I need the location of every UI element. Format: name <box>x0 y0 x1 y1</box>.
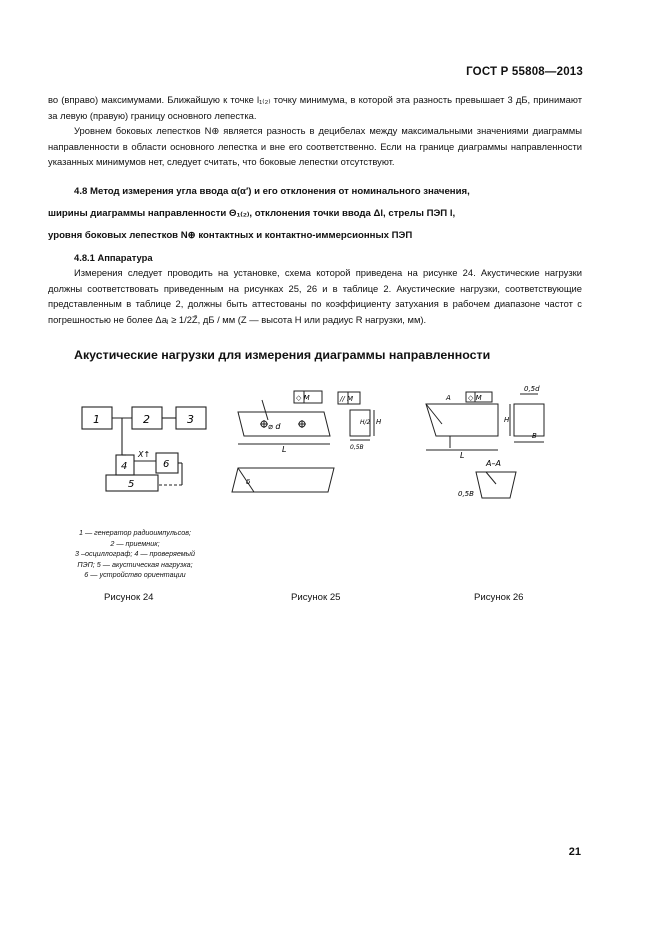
figure-24-legend <box>48 528 222 581</box>
section-label: A–A <box>486 459 501 468</box>
depth-label: δ <box>246 478 251 486</box>
height-label: H <box>376 418 382 426</box>
block-6-label: 6 <box>163 459 170 470</box>
figure-25-drawing <box>224 380 404 510</box>
section-4-8-line1: 4.8 Метод измерения угла ввода α(α′) и его отклонения от номинального значения, <box>74 186 470 197</box>
tolerance-label-1: ◇ M <box>296 394 310 402</box>
length-label: L <box>460 451 465 460</box>
block-5-label: 5 <box>128 479 135 490</box>
width-label: 0,5В <box>350 444 364 451</box>
top-label: 0,5d <box>524 385 540 393</box>
figure-26-drawing <box>420 380 570 510</box>
load-front-view <box>426 404 498 436</box>
half-height-label: H/2 <box>360 419 371 426</box>
legend-line: ПЭП; 5 — акустическая нагрузка; <box>77 559 193 569</box>
figure-25-caption: Рисунок 25 <box>291 592 341 603</box>
load-side-view <box>514 404 544 436</box>
b-label: B <box>532 432 537 440</box>
section-4-8-1-title: 4.8.1 Аппаратура <box>74 252 153 263</box>
legend-line: 1 — генератор радиоимпульсов; <box>78 528 191 537</box>
paragraph-side-lobes: Уровнем боковых лепестков N⊕ является разность в децибелах между максимальными значениями диаграммы направленности в области основного лепестка и вне его соответственно. Если на границе диаграммы направленности указанных минимумов нет, следует считать, что боковые лепестки отсутствуют. <box>48 125 582 168</box>
length-label: L <box>282 445 287 454</box>
page-number: 21 <box>568 846 581 858</box>
legend-line: 2 — приемник; <box>110 538 160 548</box>
tolerance-label: ◇ M <box>468 394 482 402</box>
section-view <box>476 472 516 498</box>
hole-label: ⌀ d <box>268 422 281 431</box>
block-arrow-label: X↑ <box>138 450 151 459</box>
load-top-view <box>238 412 330 436</box>
section-4-8-heading <box>48 181 582 247</box>
paragraph-continuation: во (вправо) максимумами. Ближайшую к точке l₁₍₂₎ точку минимума, в которой эта разность превышает 3 дБ, принимают за левую (правую) границу основного лепестка. <box>48 94 582 121</box>
section-4-8-1-text: Измерения следует проводить на установке, схема которой приведена на рисунке 24. Акустические нагрузки должны соответствовать приведенным на рисунках 25, 26 и в таблице 2. Акустические нагрузки, соответствующие представленным в таблице 2, должны быть аттестованы по коэффициенту затухания в рабочем диапазоне частот с погрешностью не более Δaⱼ ≥ 1/2Z̄, дБ / мм (Z — высота H или радиус R нагрузки, мм). <box>48 267 582 325</box>
running-header: ГОСТ Р 55808—2013 <box>466 66 583 78</box>
section-width-label: 0,5B <box>458 490 474 498</box>
figure-24-caption: Рисунок 24 <box>104 592 154 603</box>
height-label: H <box>504 416 510 424</box>
block-3-label: 3 <box>187 413 194 426</box>
legend-line: 6 — устройство ориентации <box>84 570 186 580</box>
figure-24-diagram <box>78 395 228 505</box>
block-4-label: 4 <box>121 461 128 472</box>
section-4-8-line3: уровня боковых лепестков N⊕ контактных и контактно-иммерсионных ПЭП <box>48 230 413 241</box>
tolerance-label-2: // M <box>340 395 353 403</box>
section-mark-label: A <box>446 394 451 402</box>
figure-26-caption: Рисунок 26 <box>474 592 524 603</box>
section-4-8-line2: ширины диаграммы направленности Θ₁₍₂₎, отклонения точки ввода Δl, стрелы ПЭП l, <box>48 208 456 219</box>
legend-line: 3 –осциллограф; 4 — проверяемый <box>75 549 195 559</box>
block-1-label: 1 <box>93 413 100 426</box>
block-2-label: 2 <box>143 413 150 426</box>
figures-title: Акустические нагрузки для измерения диаграммы направленности <box>74 348 491 362</box>
